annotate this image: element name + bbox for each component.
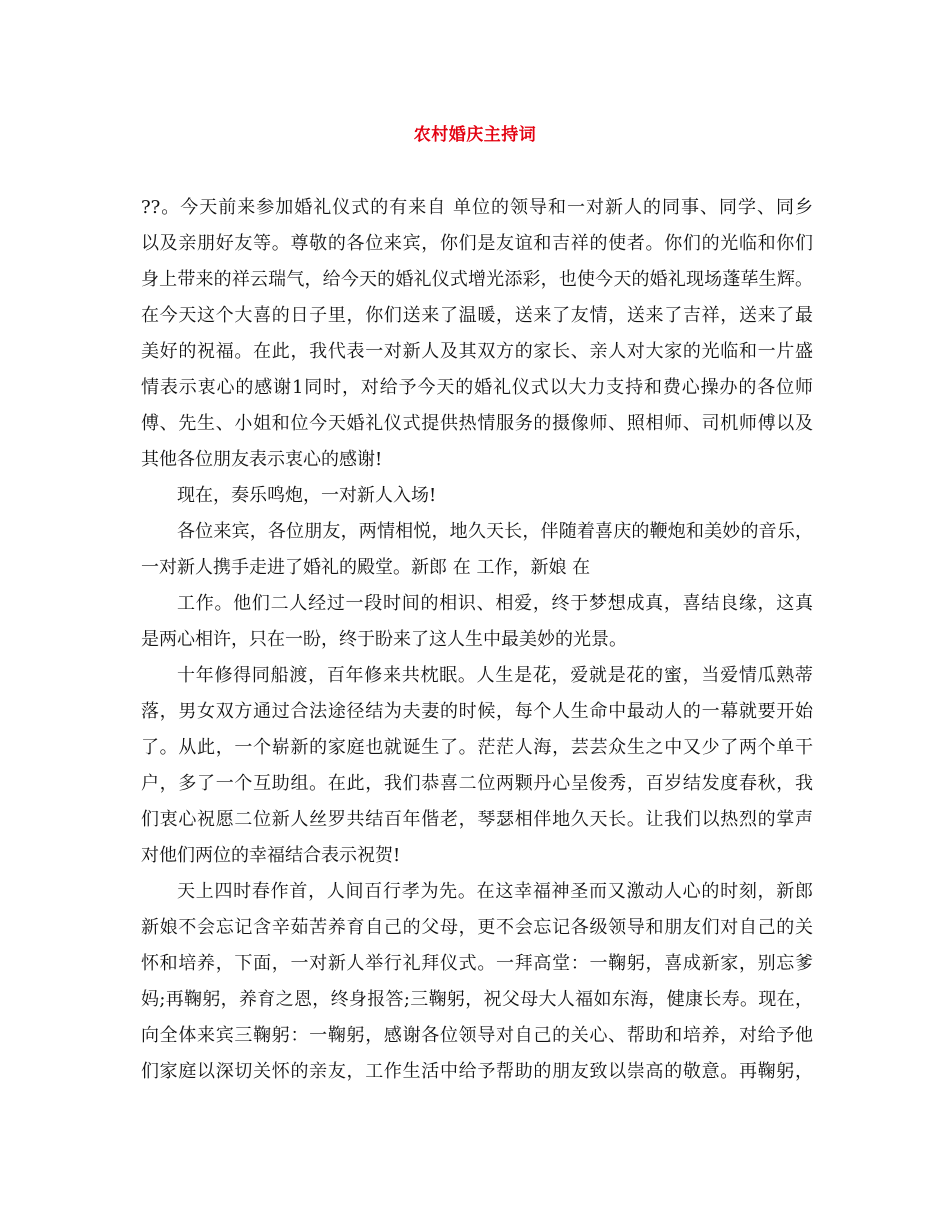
body-line: 情表示衷心的感谢1同时，对给予今天的婚礼仪式以大力支持和费心操办的各位师 (141, 377, 813, 398)
body-line: 向全体来宾三鞠躬：一鞠躬，感谢各位领导对自己的关心、帮助和培养，对给予他 (141, 1025, 813, 1046)
body-line: 其他各位朋友表示衷心的感谢! (141, 449, 383, 470)
body-line: ??。今天前来参加婚礼仪式的有来自 单位的领导和一对新人的同事、同学、同乡 (141, 197, 813, 218)
body-line: 傅、先生、小姐和位今天婚礼仪式提供热情服务的摄像师、照相师、司机师傅以及 (141, 413, 813, 434)
body-line: 工作。他们二人经过一段时间的相识、相爱，终于梦想成真，喜结良缘，这真 (177, 593, 813, 614)
body-line: 各位来宾，各位朋友，两情相悦，地久天长，伴随着喜庆的鞭炮和美妙的音乐， (177, 521, 813, 542)
body-line: 妈;再鞠躬，养育之恩，终身报答;三鞠躬，祝父母大人福如东海，健康长寿。现在， (141, 989, 813, 1010)
body-line: 们衷心祝愿二位新人丝罗共结百年偕老，琴瑟相伴地久天长。让我们以热烈的掌声 (141, 809, 813, 830)
body-line: 以及亲朋好友等。尊敬的各位来宾，你们是友谊和吉祥的使者。你们的光临和你们 (141, 233, 813, 254)
body-line: 现在，奏乐鸣炮，一对新人入场! (177, 485, 437, 506)
document-body (141, 190, 813, 1090)
body-line: 对他们两位的幸福结合表示祝贺! (141, 845, 401, 866)
body-line: 十年修得同船渡，百年修来共枕眠。人生是花，爱就是花的蜜，当爱情瓜熟蒂 (177, 665, 813, 686)
body-line: 怀和培养，下面，一对新人举行礼拜仪式。一拜高堂：一鞠躬，喜成新家，别忘爹 (141, 953, 813, 974)
body-line: 美好的祝福。在此，我代表一对新人及其双方的家长、亲人对大家的光临和一片盛 (141, 341, 813, 362)
body-line: 天上四时春作首，人间百行孝为先。在这幸福神圣而又激动人心的时刻，新郎 (177, 881, 813, 902)
body-line: 们家庭以深切关怀的亲友，工作生活中给予帮助的朋友致以崇高的敬意。再鞠躬， (141, 1061, 813, 1082)
body-line: 在今天这个大喜的日子里，你们送来了温暖，送来了友情，送来了吉祥，送来了最 (141, 305, 813, 326)
body-line: 是两心相许，只在一盼，终于盼来了这人生中最美妙的光景。 (141, 629, 627, 650)
body-line: 户，多了一个互助组。在此，我们恭喜二位两颗丹心呈俊秀，百岁结发度春秋，我 (141, 773, 813, 794)
body-line: 一对新人携手走进了婚礼的殿堂。新郎 在 工作，新娘 在 (141, 557, 591, 578)
body-line: 了。从此，一个崭新的家庭也就诞生了。茫茫人海，芸芸众生之中又少了两个单干 (141, 737, 813, 758)
body-line: 落，男女双方通过合法途径结为夫妻的时候，每个人生命中最动人的一幕就要开始 (141, 701, 813, 722)
body-line: 身上带来的祥云瑞气，给今天的婚礼仪式增光添彩，也使今天的婚礼现场蓬荜生辉。 (141, 269, 813, 290)
document-title: 农村婚庆主持词 (413, 125, 537, 145)
body-line: 新娘不会忘记含辛茹苦养育自己的父母，更不会忘记各级领导和朋友们对自己的关 (141, 917, 813, 938)
